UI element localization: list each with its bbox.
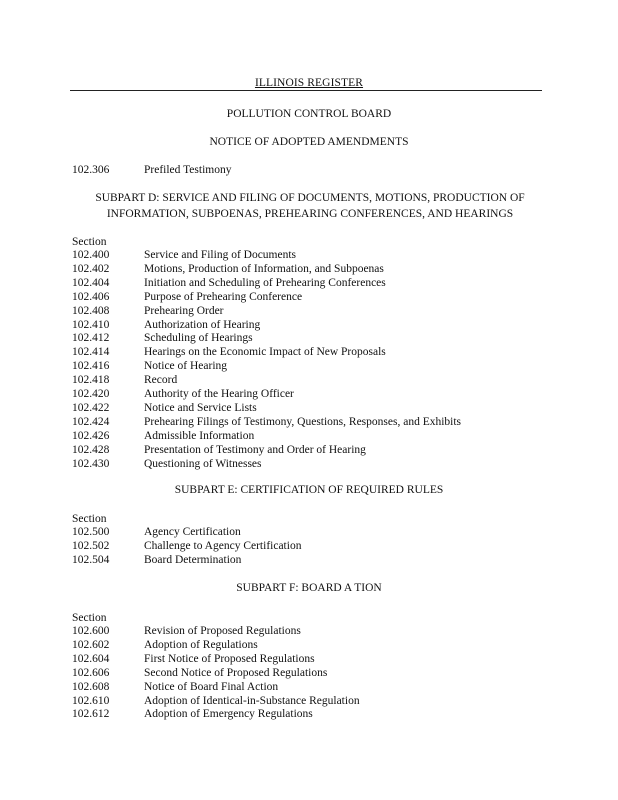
section-number: 102.414 <box>72 346 110 359</box>
subpart-d-title: SUBPART D: SERVICE AND FILING OF DOCUMENTS, MOTIONS, PRODUCTION OF INFORMATION, SUBPOENAS, PREHEARING CONFERENCES, AND HEARINGS <box>95 192 525 220</box>
section-number: 102.420 <box>72 388 110 400</box>
section-number: 102.408 <box>72 304 110 317</box>
section-number: 102.600 <box>72 625 110 637</box>
section-number: 102.400 <box>72 249 110 261</box>
section-title: Prefiled Testimony <box>144 164 232 176</box>
subpart-d-section-label: Section <box>72 236 107 248</box>
section-title: Challenge to Agency Certification <box>144 539 302 552</box>
section-title: Prehearing Filings of Testimony, Questions, Responses, and Exhibits <box>144 415 462 428</box>
section-number: 102.428 <box>72 443 110 456</box>
section-title: Scheduling of Hearings <box>144 332 253 345</box>
board-name: POLLUTION CONTROL BOARD <box>226 108 392 120</box>
section-number: 102.416 <box>72 360 110 373</box>
section-title: Notice and Service Lists <box>144 401 257 414</box>
section-title: Presentation of Testimony and Order of Hearing <box>144 443 366 456</box>
section-title: Questioning of Witnesses <box>144 457 262 470</box>
section-number: 102.418 <box>72 374 110 387</box>
section-number: 102.430 <box>72 457 110 470</box>
section-title: Notice of Hearing <box>144 360 228 373</box>
section-number: 102.500 <box>72 526 110 538</box>
section-title: Admissible Information <box>144 429 255 442</box>
section-number: 102.426 <box>72 429 110 442</box>
section-title: Revision of Proposed Regulations <box>144 625 301 637</box>
header-rule <box>70 90 542 91</box>
section-number: 102.608 <box>72 680 110 693</box>
section-number: 102.610 <box>72 694 110 707</box>
section-number: 102.402 <box>72 262 110 275</box>
section-number: 102.424 <box>72 415 110 428</box>
section-title: Second Notice of Proposed Regulations <box>144 666 328 679</box>
section-title: Authorization of Hearing <box>144 318 261 331</box>
subpart-e-title: SUBPART E: CERTIFICATION OF REQUIRED RULES <box>174 484 444 496</box>
section-number: 102.406 <box>72 290 110 303</box>
section-number: 102.412 <box>72 332 110 345</box>
subpart-f-section-label: Section <box>72 612 107 624</box>
section-title: Hearings on the Economic Impact of New Proposals <box>144 346 386 359</box>
section-title: Purpose of Prehearing Conference <box>144 290 303 303</box>
section-number: 102.602 <box>72 638 110 651</box>
section-title: Prehearing Order <box>144 304 224 317</box>
section-number: 102.606 <box>72 666 110 679</box>
section-title: Adoption of Identical-in-Substance Regulation <box>144 694 360 707</box>
section-title: Adoption of Emergency Regulations <box>144 708 313 721</box>
section-title: First Notice of Proposed Regulations <box>144 652 315 665</box>
section-title: Record <box>144 374 178 387</box>
section-title: Notice of Board Final Action <box>144 680 279 693</box>
section-number: 102.422 <box>72 401 110 414</box>
section-title: Service and Filing of Documents <box>144 249 297 261</box>
section-title: Agency Certification <box>144 526 241 538</box>
subpart-f-title: SUBPART F: BOARD A TION <box>236 582 382 594</box>
section-title: Initiation and Scheduling of Prehearing Conferences <box>144 276 386 289</box>
section-number: 102.502 <box>72 539 110 552</box>
section-number: 102.612 <box>72 708 110 721</box>
section-title: Board Determination <box>144 553 242 566</box>
section-number: 102.604 <box>72 652 110 665</box>
section-number: 102.504 <box>72 553 110 566</box>
notice-title: NOTICE OF ADOPTED AMENDMENTS <box>209 136 409 148</box>
section-title: Authority of the Hearing Officer <box>144 388 294 400</box>
section-number: 102.404 <box>72 276 110 289</box>
section-title: Adoption of Regulations <box>144 638 258 651</box>
section-title: Motions, Production of Information, and Subpoenas <box>144 262 384 275</box>
register-header <box>0 77 618 89</box>
register-header-text: ILLINOIS REGISTER <box>254 77 364 89</box>
section-number: 102.410 <box>72 318 110 331</box>
subpart-e-section-label: Section <box>72 513 107 525</box>
section-number: 102.306 <box>72 164 110 176</box>
